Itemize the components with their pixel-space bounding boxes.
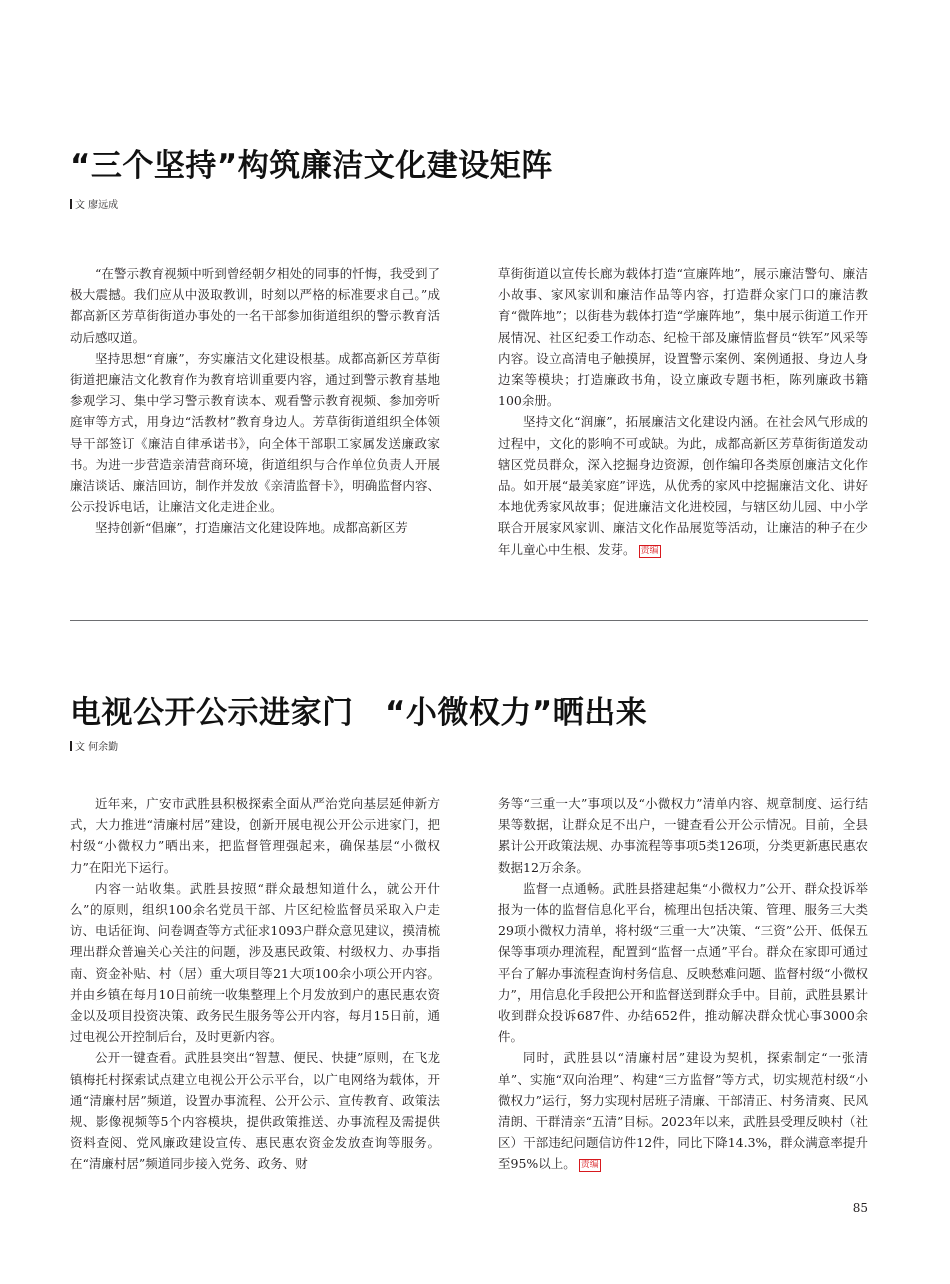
article1-author: 文 廖远成 [75, 200, 119, 211]
paragraph-text: 同时，武胜县以“清廉村居”建设为契机，探索制定“一张清单”、实施“双向治理”、构建“三方监督”等方式，切实规范村级“小微权力”运行，努力实现村居班子清廉、干部清正、村务清爽、民风清朗、干群清亲“五清”目标。2023年以来，武胜县受理反映村（社区）干部违纪问题信访件12件，同比下降14.3%，群众满意率提升至95%以上。 [498, 1050, 868, 1172]
article1-right-column [498, 263, 868, 560]
article1-title: “三个坚持”构筑廉洁文化建设矩阵 [70, 148, 553, 184]
paragraph: “在警示教育视频中听到曾经朝夕相处的同事的忏悔，我受到了极大震撼。我们应从中汲取教训，时刻以严格的标准要求自己。”成都高新区芳草街街道办事处的一名干部参加街道组织的警示教育活动后感叹道。 [70, 266, 440, 345]
article1-left-column [70, 263, 440, 539]
end-mark-icon: 责编 [640, 545, 659, 556]
paragraph: 近年来，广安市武胜县积极探索全面从严治党向基层延伸新方式，大力推进“清廉村居”建设，创新开展电视公开公示进家门，把村级“小微权力”晒出来，把监督管理强起来，确保基层“小微权力”在阳光下运行。 [70, 796, 440, 875]
paragraph: 坚持思想“育廉”，夯实廉洁文化建设根基。成都高新区芳草街街道把廉洁文化教育作为教育培训重要内容，通过到警示教育基地参观学习、集中学习警示教育读本、观看警示教育视频、参加旁听庭审等方式，用身边“活教材”教育身边人。芳草街街道组织全体领导干部签订《廉洁自律承诺书》，向全体干部职工家属发送廉政家书。为进一步营造亲清营商环境，街道组织与合作单位负责人开展廉洁谈话、廉洁回访，制作并发放《亲清监督卡》，明确监督内容、公示投诉电话，让廉洁文化走进企业。 [70, 350, 440, 515]
article2-author: 文 何余勤 [75, 742, 119, 753]
page-number: 85 [852, 1201, 868, 1215]
article2-byline [70, 741, 118, 755]
paragraph-text: 坚持文化“润廉”，拓展廉洁文化建设内涵。在社会风气形成的过程中，文化的影响不可或缺。为此，成都高新区芳草街街道发动辖区党员群众，深入挖掘身边资源，创作编印各类原创廉洁文化作品。如开展“最美家庭”评选，从优秀的家风中挖掘廉洁文化、讲好本地优秀家风故事；促进廉洁文化进校园，与辖区幼儿园、中小学联合开展家风家训、廉洁文化作品展览等活动，让廉洁的种子在少年儿童心中生根、发芽。 [498, 414, 868, 557]
byline-bar [70, 199, 72, 209]
article2-title: 电视公开公示进家门 “小微权力”晒出来 [70, 695, 648, 731]
section-divider [70, 620, 868, 621]
byline-bar [70, 741, 72, 751]
paragraph: 内容一站收集。武胜县按照“群众最想知道什么，就公开什么”的原则，组织100余名党员干部、片区纪检监督员采取入户走访、电话征询、问卷调查等方式征求1093户群众意见建议，摸清梳理出群众普遍关心关注的问题，涉及惠民政策、村级权力、办事指南、资金补贴、村（居）重大项目等21大项100余小项公开内容。并由乡镇在每月10日前统一收集整理上个月发放到户的惠民惠农资金以及项目投资决策、政务民生服务等公开内容，每月15日前，通过电视公开控制后台，及时更新内容。 [70, 880, 440, 1045]
article1-byline [70, 199, 118, 213]
paragraph [498, 411, 868, 559]
article2-right-column [498, 793, 868, 1175]
paragraph: 坚持创新“倡廉”，打造廉洁文化建设阵地。成都高新区芳 [95, 520, 408, 536]
paragraph: 公开一键查看。武胜县突出“智慧、便民、快捷”原则，在飞龙镇梅托村探索试点建立电视公开公示平台，以广电网络为载体，开通“清廉村居”频道，设置办事流程、公开公示、宣传教育、政策法规、影像视频等5个内容模块，提供政策推送、办事流程及需提供资料查阅、党风廉政建设宣传、惠民惠农资金发放查询等服务。在“清廉村居”频道同步接入党务、政务、财 [70, 1050, 440, 1172]
paragraph-continuation: 务等“三重一大”事项以及“小微权力”清单内容、规章制度、运行结果等数据，让群众足不出户，一键查看公开公示情况。目前，全县累计公开政策法规、办事流程等事项5类126项，分类更新惠民惠农数据12万余条。 [498, 796, 868, 875]
end-mark-icon: 责编 [580, 1160, 599, 1171]
paragraph-continuation: 草街街道以宣传长廊为载体打造“宣廉阵地”，展示廉洁警句、廉洁小故事、家风家训和廉洁作品等内容，打造群众家门口的廉洁教育“微阵地”；以街巷为载体打造“学廉阵地”，集中展示街道工作开展情况、社区纪委工作动态、纪检干部及廉情监督员“铁军”风采等内容。设立高清电子触摸屏，设置警示案例、案例通报、身边人身边案等模块；打造廉政书角，设立廉政专题书柜，陈列廉政书籍100余册。 [498, 266, 868, 409]
paragraph [498, 1047, 868, 1174]
paragraph: 监督一点通畅。武胜县搭建起集“小微权力”公开、群众投诉举报为一体的监督信息化平台，梳理出包括决策、管理、服务三大类29项小微权力清单，将村级“三重一大”决策、“三资”公开、低保五保等事项办理流程，配置到“监督一点通”平台。群众在家即可通过平台了解办事流程查询村务信息、反映愁难问题、监督村级“小微权力”，用信息化手段把公开和监督送到群众手中。目前，武胜县累计收到群众投诉687件、办结652件，推动解决群众忧心事3000余件。 [498, 880, 868, 1045]
article2-left-column [70, 793, 440, 1175]
